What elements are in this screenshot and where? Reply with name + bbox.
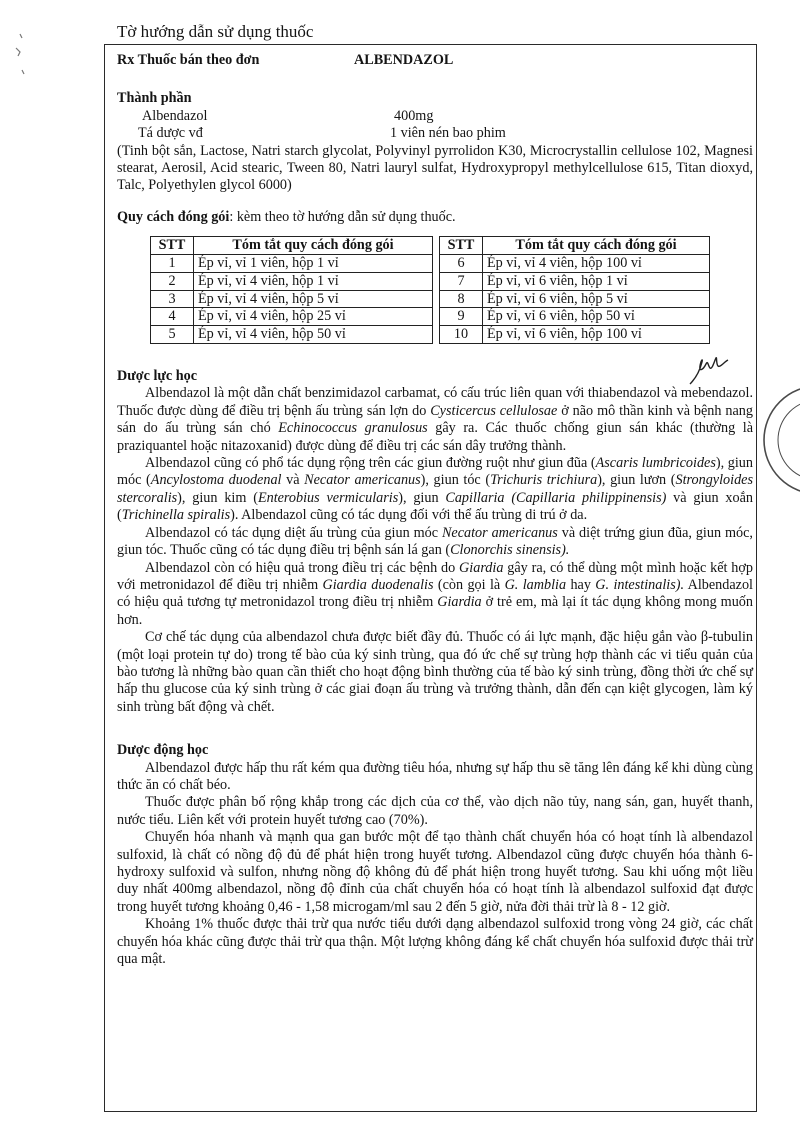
cell-stt: 4 bbox=[151, 308, 194, 326]
column-header-desc: Tóm tắt quy cách đóng gói bbox=[483, 237, 710, 255]
ingredient-row bbox=[117, 108, 753, 125]
pharmacokinetics-section bbox=[117, 742, 753, 968]
paragraph: Albendazol có tác dụng diệt ấu trùng của giun móc Necator americanus và diệt trứng giun đũa, giun móc, giun tóc. Thuốc cũng có tác dụng điều trị bệnh sán lá gan (Clonorchis sinensis). bbox=[117, 524, 753, 559]
rx-line bbox=[117, 52, 753, 69]
cell-stt: 8 bbox=[440, 290, 483, 308]
ingredient-amount: 400mg bbox=[394, 107, 434, 124]
cell-desc: Ép vỉ, vỉ 6 viên, hộp 100 vỉ bbox=[483, 326, 710, 344]
paragraph: Chuyển hóa nhanh và mạnh qua gan bước một để tạo thành chất chuyển hóa có hoạt tính là albendazol sulfoxid, là chất có nồng độ đủ để phát hiện trong huyết tương. Albendazol cũng được chuyển hóa thành 6-hydroxy sulfoxid và sulfon, nhưng nồng độ không đủ để phát hiện trong huyết tương. Sau khi uống một liều duy nhất 400mg albendazol, nồng độ đỉnh của chất chuyển hóa có hoạt tính là albendazol sulfoxid đạt được trong huyết tương khoảng 0,46 - 1,58 microgam/ml sau 2 đến 5 giờ, nửa đời thải trừ là 8 - 12 giờ. bbox=[117, 829, 753, 915]
column-header-stt: STT bbox=[440, 237, 483, 255]
table-header-row bbox=[151, 237, 433, 255]
cell-stt: 7 bbox=[440, 272, 483, 290]
cell-stt: 6 bbox=[440, 255, 483, 273]
excipients-text: (Tinh bột sắn, Lactose, Natri starch glycolat, Polyvinyl pyrrolidon K30, Microcrystallin cellulose 102, Magnesi stearat, Aerosil, Acid stearic, Tween 80, Natri lauryl sulfat, Hydroxypropyl methylcellulose 615, Titan dioxyd, Talc, Polyethylen glycol 6000) bbox=[117, 142, 753, 194]
packaging-table-right bbox=[439, 236, 710, 344]
cell-stt: 2 bbox=[151, 272, 194, 290]
table-row bbox=[440, 255, 710, 273]
drug-name: ALBENDAZOL bbox=[354, 52, 454, 68]
packaging-tables bbox=[150, 236, 753, 344]
paragraph: Cơ chế tác dụng của albendazol chưa được biết đầy đủ. Thuốc có ái lực mạnh, đặc hiệu gắn vào β-tubulin (một loại protein tự do) trong tế bào của ký sinh trùng, qua đó ức chế sự trùng hợp thành các vi tiểu quản của bào tương là những bào quan cần thiết cho hoạt động bình thường của tế bào ký sinh trùng, đồng thời ức chế sự hấp thu glucose của ký sinh trùng ở các giai đoạn ấu trùng và trưởng thành, dẫn đến cạn kiệt glycogen, làm ký sinh trùng bất động và chết. bbox=[117, 629, 753, 715]
paragraph: Khoảng 1% thuốc được thải trừ qua nước tiểu dưới dạng albendazol sulfoxid trong vòng 24 giờ, các chất chuyển hóa khác cũng được thải trừ qua thận. Một lượng không đáng kể chất chuyển hóa sulfoxid được thải trừ qua mật. bbox=[117, 916, 753, 968]
paragraph: Albendazol cũng có phổ tác dụng rộng trên các giun đường ruột như giun đũa (Ascaris lumbricoides), giun móc (Ancylostoma duodenal và Necator americanus), giun tóc (Trichuris trichiura), giun lươn (Strongyloides stercoralis), giun kim (Enterobius vermicularis), giun Capillaria (Capillaria philippinensis) và giun xoắn (Trichinella spiralis). Albendazol cũng có tác dụng đối với thể ấu trùng di trú ở da. bbox=[117, 455, 754, 524]
cell-stt: 9 bbox=[440, 308, 483, 326]
cell-desc: Ép vỉ, vỉ 4 viên, hộp 100 vỉ bbox=[483, 255, 710, 273]
cell-stt: 5 bbox=[151, 326, 194, 344]
column-header-stt: STT bbox=[151, 237, 194, 255]
composition-title: Thành phần bbox=[117, 90, 192, 107]
pharmacokinetics-title: Dược động học bbox=[117, 742, 209, 759]
rx-label: Rx Thuốc bán theo đơn bbox=[117, 52, 260, 68]
column-header-desc: Tóm tắt quy cách đóng gói bbox=[194, 237, 433, 255]
document-header: Tờ hướng dẫn sử dụng thuốc bbox=[117, 22, 314, 41]
scan-edge-marks bbox=[10, 30, 30, 90]
cell-desc: Ép vỉ, vỉ 4 viên, hộp 50 vỉ bbox=[194, 326, 433, 344]
cell-desc: Ép vỉ, vỉ 4 viên, hộp 1 vỉ bbox=[194, 272, 433, 290]
document-content bbox=[117, 52, 753, 968]
table-row bbox=[440, 308, 710, 326]
cell-desc: Ép vỉ, vỉ 4 viên, hộp 25 vỉ bbox=[194, 308, 433, 326]
cell-stt: 3 bbox=[151, 290, 194, 308]
pharmacodynamics-section bbox=[117, 368, 753, 716]
table-row bbox=[151, 255, 433, 273]
cell-stt: 10 bbox=[440, 326, 483, 344]
packaging-title: Quy cách đóng gói bbox=[117, 208, 230, 225]
cell-desc: Ép vỉ, vỉ 6 viên, hộp 1 vỉ bbox=[483, 272, 710, 290]
ingredient-amount: 1 viên nén bao phim bbox=[390, 125, 506, 142]
paragraph: Thuốc được phân bố rộng khắp trong các dịch của cơ thể, vào dịch não tủy, nang sán, gan, huyết thanh, nước tiểu. Liên kết với protein huyết tương cao (70%). bbox=[117, 794, 753, 828]
ingredient-name: Albendazol bbox=[142, 107, 208, 124]
table-row bbox=[440, 290, 710, 308]
paragraph: Albendazol còn có hiệu quả trong điều trị các bệnh do Giardia gây ra, có thể dùng một mình hoặc kết hợp với metronidazol để điều trị nhiễm Giardia duodenalis (còn gọi là G. lamblia hay G. intestinalis). Albendazol có hiệu quả tương tự metronidazol trong điều trị nhiễm Giardia ở trẻ em, mà lại ít tác dụng không mong muốn hơn. bbox=[117, 559, 753, 628]
table-row bbox=[151, 290, 433, 308]
packaging-line bbox=[117, 209, 753, 226]
cell-desc: Ép vỉ, vỉ 4 viên, hộp 5 vỉ bbox=[194, 290, 433, 308]
table-row bbox=[151, 326, 433, 344]
table-row bbox=[151, 272, 433, 290]
paragraph: Albendazol là một dẫn chất benzimidazol carbamat, có cấu trúc liên quan với thiabendazol và mebendazol. Thuốc được dùng để điều trị bệnh ấu trùng sán lợn do Cysticercus cellulosae ở não mô thần kinh và bệnh nang sán do ấu trùng sán chó Echinococcus granulosus gây ra. Các thuốc chống giun sán khác (thường là praziquantel hoặc nitazoxanid) được dùng để điều trị các sán dây trưởng thành. bbox=[117, 385, 753, 454]
cell-desc: Ép vỉ, vỉ 1 viên, hộp 1 vỉ bbox=[194, 255, 433, 273]
packaging-text: : kèm theo tờ hướng dẫn sử dụng thuốc. bbox=[229, 208, 456, 225]
cell-stt: 1 bbox=[151, 255, 194, 273]
ingredient-name: Tá dược vđ bbox=[138, 125, 203, 142]
ingredient-row bbox=[117, 125, 753, 142]
table-header-row bbox=[440, 237, 710, 255]
pharmacodynamics-title: Dược lực học bbox=[117, 368, 198, 385]
table-row bbox=[440, 326, 710, 344]
cell-desc: Ép vỉ, vỉ 6 viên, hộp 5 vỉ bbox=[483, 290, 710, 308]
official-stamp bbox=[760, 380, 800, 500]
cell-desc: Ép vỉ, vỉ 6 viên, hộp 50 vỉ bbox=[483, 308, 710, 326]
packaging-table-left bbox=[150, 236, 433, 344]
table-row bbox=[151, 308, 433, 326]
paragraph: Albendazol được hấp thu rất kém qua đường tiêu hóa, nhưng sự hấp thu sẽ tăng lên đáng kể khi dùng cùng thức ăn có chất béo. bbox=[117, 759, 753, 793]
table-row bbox=[440, 272, 710, 290]
